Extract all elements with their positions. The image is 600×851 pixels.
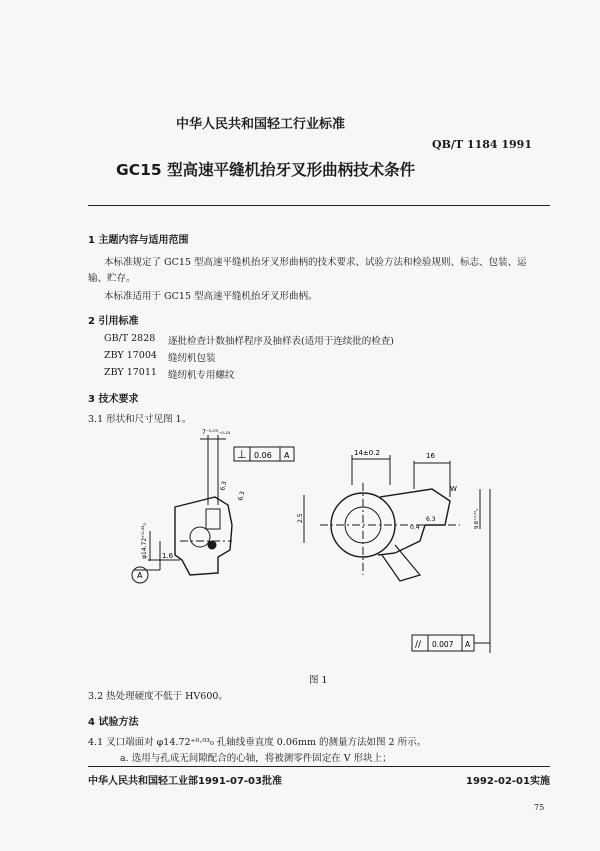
rough-c: 6.3	[426, 516, 436, 523]
dim-14: 14±0.2	[354, 449, 380, 457]
issuer-line: 中华人民共和国轻工行业标准	[176, 117, 346, 132]
dim-16: 1.6	[162, 552, 174, 560]
tol-right-datum: A	[465, 640, 471, 649]
item-4-1: 4.1 叉口端面对 φ14.72⁺⁰·⁰³₀ 孔轴线垂直度 0.06mm 的测量方法如图 2 所示。	[88, 737, 427, 748]
w-label: W	[450, 485, 457, 493]
tol-left-datum: A	[284, 451, 290, 460]
approval-line: 中华人民共和国轻工业部1991-07-03批准	[88, 776, 282, 787]
section-1-para1-line2: 输、贮存。	[88, 273, 136, 284]
rough-a: 6.3	[219, 480, 229, 492]
tol-left-value: 0.06	[254, 451, 272, 460]
section-1-heading: 1 主题内容与适用范围	[88, 235, 189, 246]
section-1-para1-line1: 本标准规定了 GC15 型高速平缝机抬牙叉形曲柄的技术要求、试验方法和检验规则、标志、包装、运	[104, 257, 527, 268]
tol-right-value: 0.007	[432, 640, 454, 649]
tol-left-symbol: ⊥	[237, 448, 247, 461]
ref-title-1: 逐批检查计数抽样程序及抽样表(适用于连续批的检查)	[168, 336, 394, 347]
ref-code-2: ZBY 17004	[104, 350, 157, 361]
ref-title-2: 缝纫机包装	[168, 353, 216, 364]
figure-1-drawing	[120, 425, 520, 675]
item-3-2: 3.2 热处理硬度不低于 HV600。	[88, 691, 228, 702]
datum-a: A	[137, 571, 143, 580]
section-1-para2: 本标准适用于 GC15 型高速平缝机抬牙叉形曲柄。	[104, 291, 318, 302]
standard-code: QB/T 1184 1991	[432, 138, 532, 151]
dim-98: 9.8⁺⁰·⁰⁵₀	[474, 508, 480, 529]
section-2-heading: 2 引用标准	[88, 316, 139, 327]
dim-25: 2.5	[297, 513, 304, 523]
ref-code-1: GB/T 2828	[104, 333, 156, 344]
document-title: GC15 型高速平缝机抬牙叉形曲柄技术条件	[116, 161, 416, 179]
figure-caption: 图 1	[309, 675, 328, 686]
rough-d: 0.4	[410, 524, 420, 531]
effective-date: 1992-02-01实施	[466, 776, 550, 787]
section-3-heading: 3 技术要求	[88, 394, 139, 405]
dim-dia: φ14.72⁺⁰·⁰³₀	[141, 523, 148, 559]
page-number: 75	[534, 803, 545, 812]
ref-title-3: 缝纫机专用螺纹	[168, 370, 235, 381]
title-rule	[88, 205, 550, 206]
item-4-1-a: a. 选用与孔成无间隙配合的心轴，将被测零件固定在 V 形块上；	[120, 753, 392, 764]
ref-code-3: ZBY 17011	[104, 367, 157, 378]
footer-rule	[88, 766, 550, 767]
dim-top-left: 7⁻⁰·⁰⁵₋₀.₁₅	[202, 429, 231, 436]
rough-b: 6.3	[237, 490, 247, 502]
tol-right-symbol: //	[415, 640, 422, 650]
section-4-heading: 4 试验方法	[88, 717, 139, 728]
item-3-1: 3.1 形状和尺寸见图 1。	[88, 414, 192, 425]
dim-16b: 16	[426, 452, 435, 460]
